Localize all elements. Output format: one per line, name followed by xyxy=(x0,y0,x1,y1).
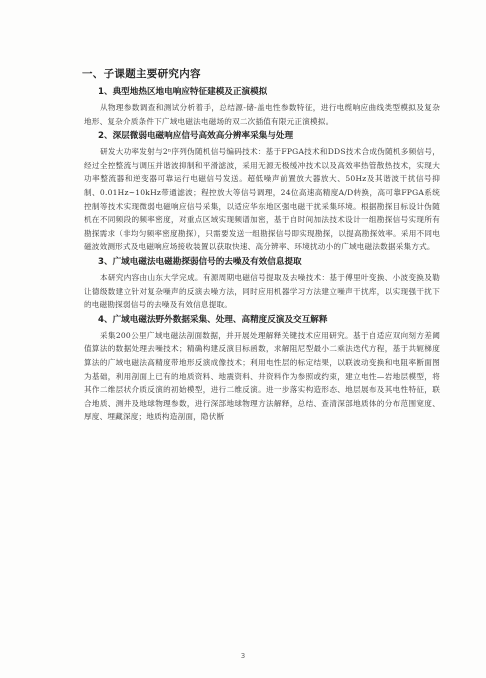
document-body xyxy=(84,66,440,424)
main-heading: 一、子课题主要研究内容 xyxy=(82,68,201,80)
section-1 xyxy=(84,86,440,128)
section-title: 1、典型地热区地电响应特征建模及正演模拟 xyxy=(98,87,268,97)
section-paragraph: 从物理参数调查和测试分析着手，总结源-储-盖电性参数特征，进行电缆响应曲线类型模拟及复杂地形、复杂介质条件下广域电磁法电磁场的双二次插值有限元正演模拟。 xyxy=(84,103,440,126)
section-paragraph: 本研究内容由山东大学完成。有源周期电磁信号提取及去噪技术：基于傅里叶变换、小波变换及勒让德级数建立针对复杂噪声的反演去噪方法，同时应用机器学习方法建立噪声干扰库，以实现强干扰下的电磁勘探弱信号的去噪及有效信息提取。 xyxy=(84,272,440,310)
section-paragraph: 采集200公里广域电磁法剖面数据，并开展处理解释关键技术应用研究。基于自适应双向刻方差阈值算法的数据处理去噪技术；精确构建反演目标函数，求解阻尼型最小二乘法迭代方程，基于共轭梯度算法的广域电磁法高精度带地形反演成像技术；利用电性层的标定结果，以联波动变换和电阻率断面图为基础，利用剖面上已有的地质资料、地震资料、井资料作为参照或约束，建立电性—岩地层模型，将其作二维层状介质反演的初始模型，进行二维反演。进一步落实构造形态、地层展布及其电性特征，联合地质、测井及地球物理参数，进行深部地球物理方法解释，总结、查清深部地质体的分布范围宽度、厚度、埋藏深度；地质构造剖面，隐伏断 xyxy=(84,330,440,422)
section-title: 4、广域电磁法野外数据采集、处理、高精度反演及交互解释 xyxy=(98,314,328,325)
section-4 xyxy=(84,314,440,424)
page-number: 3 xyxy=(240,652,246,660)
section-3 xyxy=(84,256,440,312)
section-paragraph: 研发大功率发射与2ⁿ序列伪随机信号编码技术：基于FPGA技术和DDS技术合成伪随机多频信号，经过全控整流与调压并谐波抑制和平滑滤波，采用无源无极缓冲技术以及高效率热管散热技术，实现大功率整流器和逆变器可靠运行电磁信号发送。超低噪声前置放大器放大、50Hz及其谐波干扰信号抑制、0.01Hz~10kHz带通滤波；程控放大等信号调理，24位高速高精度A/D转换，高可靠FPGA系统控制等技术实现微弱电磁响应信号采集，以适应华东地区强电磁干扰采集环境。根据勘探目标设计伪随机在不同频段的频率密度，对重点区域实现频谱加密，基于自时间加法技术设计一组勘探信号实现所有勘探需求（非均匀频率密度勘探），只需要发送一组勘探信号即实现勘探，以提高勘探效率。采用不同电磁波效测形式及电磁响应场接收装置以获取快速、高分辨率、环境扰动小的广域电磁法数据采集方式。 xyxy=(84,147,440,252)
section-title: 2、深层微弱电磁响应信号高效高分辨率采集与处理 xyxy=(98,131,294,142)
section-title: 3、广域电磁法电磁勘探弱信号的去噪及有效信息提取 xyxy=(98,256,302,267)
section-2 xyxy=(84,130,440,254)
